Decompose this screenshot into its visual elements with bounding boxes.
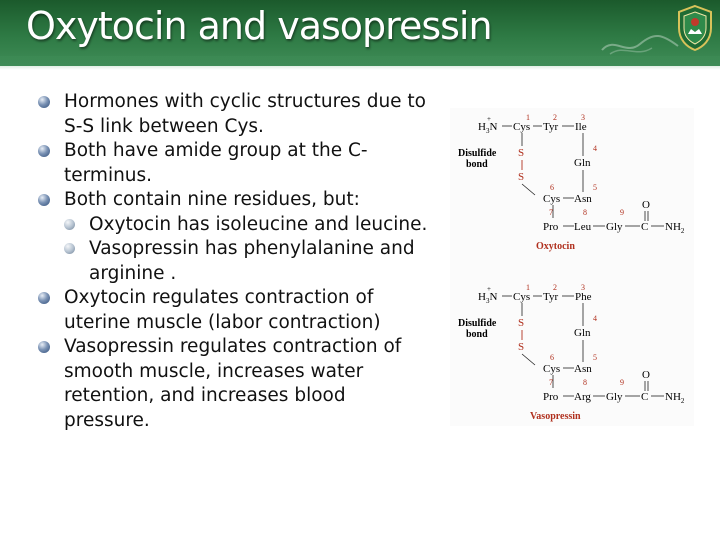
title-bar-fade bbox=[0, 56, 720, 70]
bullet-item bbox=[38, 90, 428, 139]
residue-number: 5 bbox=[593, 353, 597, 362]
amide-group: $NH_2$ bbox=[665, 221, 685, 235]
residue-number: 3 bbox=[581, 113, 585, 122]
residue-number: 6 bbox=[550, 183, 554, 192]
sub-bullet-item bbox=[38, 237, 428, 286]
bond-label: bond bbox=[466, 329, 488, 340]
amide-group: $NH_2$ bbox=[665, 391, 685, 405]
bullet-text: Both have amide group at the C-terminus. bbox=[64, 140, 368, 186]
residue-number: 7 bbox=[549, 208, 553, 217]
sulfur-atom: S bbox=[518, 171, 525, 183]
residue-number: 4 bbox=[593, 314, 597, 323]
bullet-item bbox=[38, 286, 428, 335]
university-crest-icon bbox=[676, 4, 714, 52]
sulfur-atom: S bbox=[518, 341, 525, 353]
residue-pro: Pro bbox=[543, 221, 559, 233]
sphere-bullet-icon bbox=[38, 96, 50, 108]
residue-arg: Arg bbox=[574, 391, 591, 403]
carbonyl-oxygen: O bbox=[642, 369, 650, 381]
peptide-structure-figure bbox=[450, 108, 694, 426]
sphere-bullet-icon bbox=[64, 243, 75, 254]
bullet-text: Oxytocin has isoleucine and leucine. bbox=[89, 213, 428, 235]
residue-pro: Pro bbox=[543, 391, 559, 403]
bullet-text: Hormones with cyclic structures due to S-S link between Cys. bbox=[64, 91, 427, 137]
sphere-bullet-icon bbox=[38, 292, 50, 304]
residue-number: 2 bbox=[553, 283, 557, 292]
bullet-item bbox=[38, 188, 428, 213]
bullet-item bbox=[38, 335, 428, 433]
residue-gln: Gln bbox=[574, 157, 591, 169]
sphere-bullet-icon bbox=[38, 341, 50, 353]
sphere-bullet-icon bbox=[64, 219, 75, 230]
sulfur-atom: S bbox=[518, 317, 525, 329]
bullet-text: Both contain nine residues, but: bbox=[64, 189, 360, 210]
carbonyl-carbon: C bbox=[641, 221, 649, 233]
residue-asn: Asn bbox=[574, 193, 592, 205]
residue-number: 7 bbox=[549, 378, 553, 387]
residue-cys-1: Cys bbox=[513, 121, 531, 133]
disulfide-label: Disulfide bbox=[458, 148, 497, 159]
residue-number: 9 bbox=[620, 378, 624, 387]
vasopressin-structure bbox=[458, 283, 685, 422]
slide-title: Oxytocin and vasopressin bbox=[26, 4, 492, 48]
residue-number: 4 bbox=[593, 144, 597, 153]
bond-label: bond bbox=[466, 159, 488, 170]
residue-cys-6: Cys bbox=[543, 363, 561, 375]
residue-tyr: Tyr bbox=[543, 121, 559, 133]
amino-terminus: $H_3N$ bbox=[478, 121, 498, 135]
carbonyl-carbon: C bbox=[641, 391, 649, 403]
bullet-text: Vasopressin has phenylalanine and arginine . bbox=[89, 238, 415, 284]
charge-plus: + bbox=[487, 115, 491, 123]
carbonyl-oxygen: O bbox=[642, 199, 650, 211]
residue-cys-6: Cys bbox=[543, 193, 561, 205]
oxytocin-structure bbox=[458, 113, 685, 252]
residue-ile: Ile bbox=[575, 121, 587, 133]
decorative-swirl bbox=[600, 30, 680, 58]
residue-number: 8 bbox=[583, 378, 587, 387]
sphere-bullet-icon bbox=[38, 145, 50, 157]
disulfide-label: Disulfide bbox=[458, 318, 497, 329]
residue-number: 6 bbox=[550, 353, 554, 362]
vasopressin-caption: Vasopressin bbox=[530, 411, 581, 422]
residue-phe: Phe bbox=[575, 291, 592, 303]
residue-number: 2 bbox=[553, 113, 557, 122]
residue-number: 3 bbox=[581, 283, 585, 292]
residue-gly: Gly bbox=[606, 391, 623, 403]
residue-asn: Asn bbox=[574, 363, 592, 375]
residue-number: 9 bbox=[620, 208, 624, 217]
bullet-text: Vasopressin regulates contraction of smooth muscle, increases water retention, and increases blood pressure. bbox=[64, 336, 402, 431]
sphere-bullet-icon bbox=[38, 194, 50, 206]
residue-number: 1 bbox=[526, 283, 530, 292]
charge-plus: + bbox=[487, 285, 491, 293]
sulfur-atom: S bbox=[518, 147, 525, 159]
peptide-structure-svg bbox=[450, 108, 694, 426]
bullet-text: Oxytocin regulates contraction of uterine muscle (labor contraction) bbox=[64, 287, 381, 333]
bullet-item bbox=[38, 139, 428, 188]
bullet-list bbox=[38, 90, 428, 433]
residue-gly: Gly bbox=[606, 221, 623, 233]
residue-number: 8 bbox=[583, 208, 587, 217]
residue-gln: Gln bbox=[574, 327, 591, 339]
residue-tyr: Tyr bbox=[543, 291, 559, 303]
sub-bullet-item bbox=[38, 213, 428, 238]
residue-leu: Leu bbox=[574, 221, 592, 233]
residue-cys-1: Cys bbox=[513, 291, 531, 303]
amino-terminus: $H_3N$ bbox=[478, 291, 498, 305]
oxytocin-caption: Oxytocin bbox=[536, 241, 575, 252]
residue-number: 5 bbox=[593, 183, 597, 192]
residue-number: 1 bbox=[526, 113, 530, 122]
